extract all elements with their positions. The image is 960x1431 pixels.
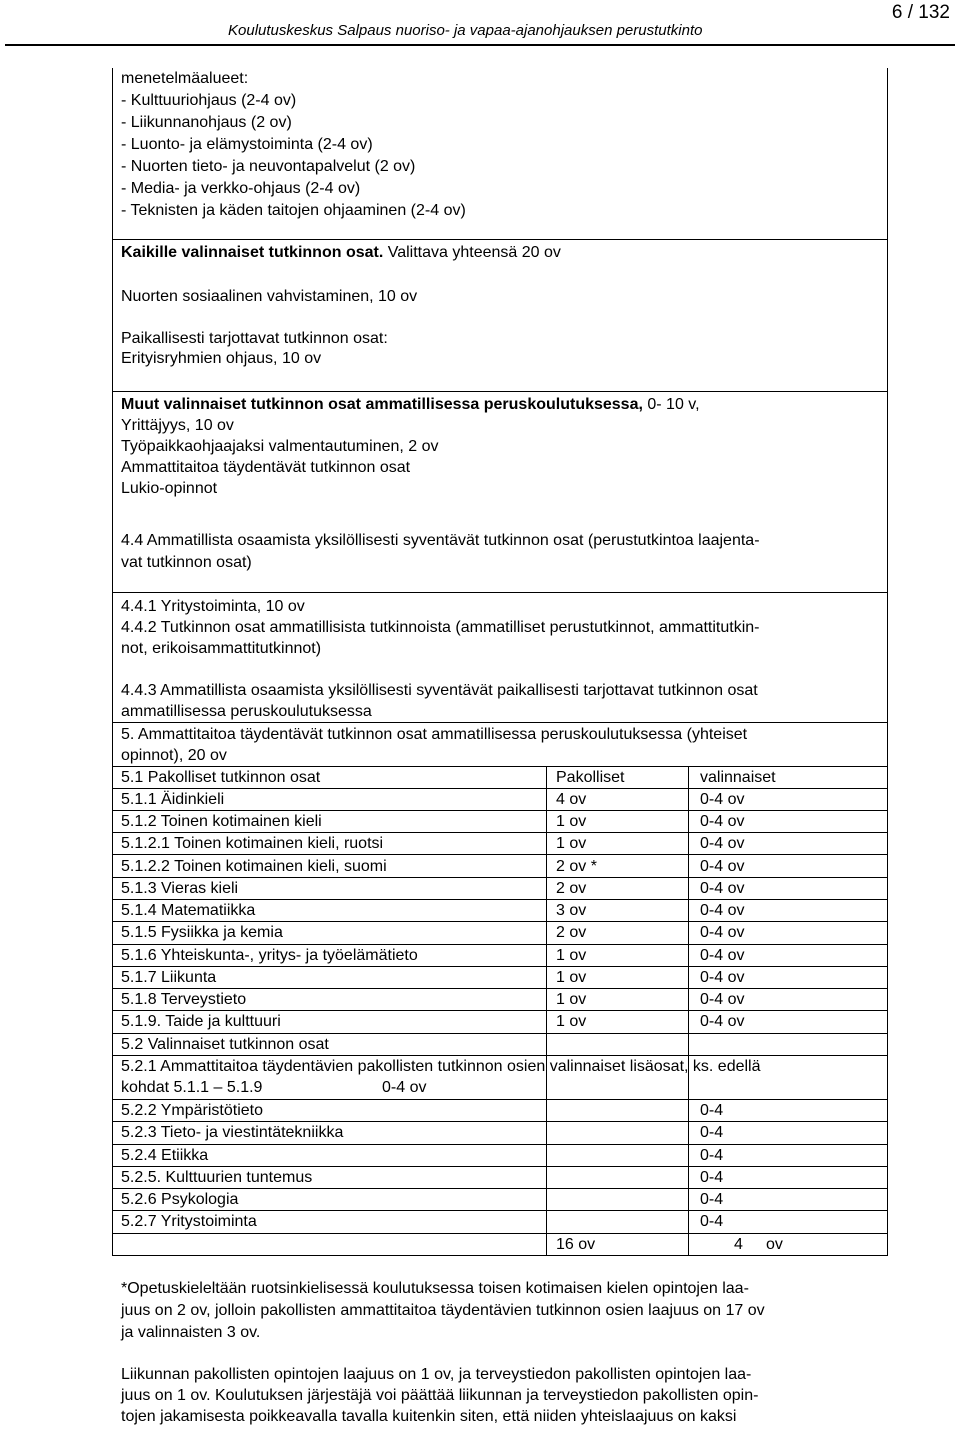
table-cell: 5.1.5 Fysiikka ja kemia xyxy=(121,924,283,941)
list-item: - Teknisten ja käden taitojen ohjaaminen (2-4 ov) xyxy=(121,202,466,219)
paragraph-line: Lukio-opinnot xyxy=(121,480,218,497)
divider-section1 xyxy=(112,239,888,240)
paragraph-line: 5. Ammattitaitoa täydentävät tutkinnon osat ammatillisessa peruskoulutuksessa (yhteiset xyxy=(121,726,748,743)
table-cell: 0-4 ov xyxy=(700,947,745,964)
table-cell: 0-4 ov xyxy=(382,1079,427,1096)
paragraph-line: juus on 1 ov. Koulutuksen järjestäjä voi päättää liikunnan ja terveystiedon pakollisten opin- xyxy=(121,1387,759,1404)
valinnaiset-heading-bold: Kaikille valinnaiset tutkinnon osat. xyxy=(121,244,384,261)
table-header-cell: Pakolliset xyxy=(556,769,625,786)
paragraph-line: 4.4.1 Yritystoiminta, 10 ov xyxy=(121,598,305,615)
valinnaiset-heading xyxy=(121,242,561,264)
table-cell: 5.2.3 Tieto- ja viestintätekniikka xyxy=(121,1124,344,1141)
table-cell: 0-4 xyxy=(700,1191,724,1208)
paragraph-line: 4.4.3 Ammatillista osaamista yksilöllisesti syventävät paikallisesti tarjottavat tutkinnon osat xyxy=(121,682,758,699)
paragraph-line: opinnot), 20 ov xyxy=(121,747,227,764)
list-item: - Liikunnanohjaus (2 ov) xyxy=(121,114,292,131)
muut-valinnaiset-heading xyxy=(121,394,700,416)
paragraph-line: Erityisryhmien ohjaus, 10 ov xyxy=(121,350,322,367)
table-cell: 2 ov xyxy=(556,880,587,897)
document-header-title: Koulutuskeskus Salpaus nuoriso- ja vapaa-ajanohjauksen perustutkinto xyxy=(228,22,703,39)
footnote-line: ja valinnaisten 3 ov. xyxy=(121,1324,261,1341)
table-cell: 5.1.3 Vieras kieli xyxy=(121,880,239,897)
table-cell: 0-4 xyxy=(700,1147,724,1164)
paragraph-line: 4.4 Ammatillista osaamista yksilöllisesti syventävät tutkinnon osat (perustutkintoa laajenta- xyxy=(121,532,760,549)
total-mandatory: 16 ov xyxy=(556,1236,596,1253)
table-subheading: 5.2 Valinnaiset tutkinnon osat xyxy=(121,1036,329,1053)
muut-valinnaiset-bold: Muut valinnaiset tutkinnon osat ammatillisessa peruskoulutuksessa, xyxy=(121,396,643,413)
paragraph-line: 4.4.2 Tutkinnon osat ammatillisista tutkinnoista (ammatilliset perustutkinnot, ammattitutkin- xyxy=(121,619,760,636)
footnote-line: *Opetuskieleltään ruotsinkielisessä koulutuksessa toisen kotimaisen kielen opintojen laa- xyxy=(121,1280,749,1297)
table-cell: 1 ov xyxy=(556,835,587,852)
table-row-line xyxy=(112,1144,888,1145)
total-elective-unit: ov xyxy=(766,1236,783,1253)
table-cell: 5.1.1 Äidinkieli xyxy=(121,791,225,808)
table-cell: 0-4 ov xyxy=(700,791,745,808)
divider-section4 xyxy=(112,592,888,593)
total-elective-number: 4 xyxy=(734,1236,743,1253)
valinnaiset-heading-rest: Valittava yhteensä 20 ov xyxy=(383,244,561,261)
divider-section2 xyxy=(112,391,888,392)
paragraph-line: Nuorten sosiaalinen vahvistaminen, 10 ov xyxy=(121,288,418,305)
muut-valinnaiset-rest: 0- 10 v, xyxy=(642,396,700,413)
paragraph-line: ammatillisessa peruskoulutuksessa xyxy=(121,703,372,720)
table-cell: 3 ov xyxy=(556,902,587,919)
table-cell: kohdat 5.1.1 – 5.1.9 xyxy=(121,1079,263,1096)
menetelmaalueet-heading: menetelmäalueet: xyxy=(121,70,249,87)
table-cell: 5.2.6 Psykologia xyxy=(121,1191,239,1208)
list-item: - Media- ja verkko-ohjaus (2-4 ov) xyxy=(121,180,361,197)
table-cell: 5.1.2.2 Toinen kotimainen kieli, suomi xyxy=(121,858,387,875)
table-header-cell: 5.1 Pakolliset tutkinnon osat xyxy=(121,769,321,786)
paragraph-line: Työpaikkaohjaajaksi valmentautuminen, 2 ov xyxy=(121,438,439,455)
table-cell: 0-4 ov xyxy=(700,880,745,897)
paragraph-line: vat tutkinnon osat) xyxy=(121,554,252,571)
paragraph-line: Yrittäjyys, 10 ov xyxy=(121,417,234,434)
table-cell: 5.1.2.1 Toinen kotimainen kieli, ruotsi xyxy=(121,835,384,852)
table-cell: 1 ov xyxy=(556,1013,587,1030)
table-cell: 2 ov xyxy=(556,924,587,941)
table-cell: 5.1.9. Taide ja kulttuuri xyxy=(121,1013,281,1030)
paragraph-line: not, erikoisammattitutkinnot) xyxy=(121,640,322,657)
table-cell: 0-4 xyxy=(700,1124,724,1141)
table-cell: 5.1.4 Matematiikka xyxy=(121,902,256,919)
table-cell: 5.2.7 Yritystoiminta xyxy=(121,1213,257,1230)
table-cell: 5.2.5. Kulttuurien tuntemus xyxy=(121,1169,313,1186)
table-cell: 5.2.2 Ympäristötieto xyxy=(121,1102,264,1119)
table-cell: 4 ov xyxy=(556,791,587,808)
list-item: - Luonto- ja elämystoiminta (2-4 ov) xyxy=(121,136,373,153)
table-cell: 0-4 xyxy=(700,1213,724,1230)
table-cell: 1 ov xyxy=(556,813,587,830)
table-cell: 0-4 ov xyxy=(700,969,745,986)
footnote-line: juus on 2 ov, jolloin pakollisten ammattitaitoa täydentävien tutkinnon osien laajuus on 17 ov xyxy=(121,1302,765,1319)
list-item: - Kulttuuriohjaus (2-4 ov) xyxy=(121,92,297,109)
table-cell: 0-4 ov xyxy=(700,902,745,919)
table-cell: 5.1.7 Liikunta xyxy=(121,969,217,986)
list-item: - Nuorten tieto- ja neuvontapalvelut (2 ov) xyxy=(121,158,416,175)
table-cell: 0-4 ov xyxy=(700,858,745,875)
paragraph-line: tojen jakamisesta poikkeavalla tavalla kuitenkin siten, että niiden yhteislaajuus on kaksi xyxy=(121,1408,737,1425)
table-cell: 0-4 xyxy=(700,1102,724,1119)
table-cell: 5.1.2 Toinen kotimainen kieli xyxy=(121,813,322,830)
table-cell: 1 ov xyxy=(556,947,587,964)
frame-left-border xyxy=(112,68,113,1255)
table-cell: 0-4 ov xyxy=(700,991,745,1008)
table-header-cell: valinnaiset xyxy=(700,769,776,786)
table-cell: 0-4 ov xyxy=(700,1013,745,1030)
table-cell: 1 ov xyxy=(556,969,587,986)
paragraph-line: Liikunnan pakollisten opintojen laajuus on 1 ov, ja terveystiedon pakollisten opintojen laa- xyxy=(121,1366,752,1383)
frame-right-border xyxy=(887,68,888,1255)
table-cell: 0-4 ov xyxy=(700,924,745,941)
table-cell: 2 ov * xyxy=(556,858,597,875)
table-cell: 1 ov xyxy=(556,991,587,1008)
paragraph-line: Ammattitaitoa täydentävät tutkinnon osat xyxy=(121,459,411,476)
table-cell: 5.1.6 Yhteiskunta-, yritys- ja työelämätieto xyxy=(121,947,418,964)
header-rule xyxy=(5,44,955,46)
table-cell: 5.1.8 Terveystieto xyxy=(121,991,247,1008)
table-cell: 0-4 ov xyxy=(700,813,745,830)
table-cell: 5.2.4 Etiikka xyxy=(121,1147,209,1164)
paragraph-line: Paikallisesti tarjottavat tutkinnon osat: xyxy=(121,330,388,347)
table-cell: 0-4 xyxy=(700,1169,724,1186)
page-number: 6 / 132 xyxy=(891,2,950,23)
table-cell: 0-4 ov xyxy=(700,835,745,852)
table-cell: 5.2.1 Ammattitaitoa täydentävien pakollisten tutkinnon osien valinnaiset lisäosat, ks. edellä xyxy=(121,1058,761,1075)
